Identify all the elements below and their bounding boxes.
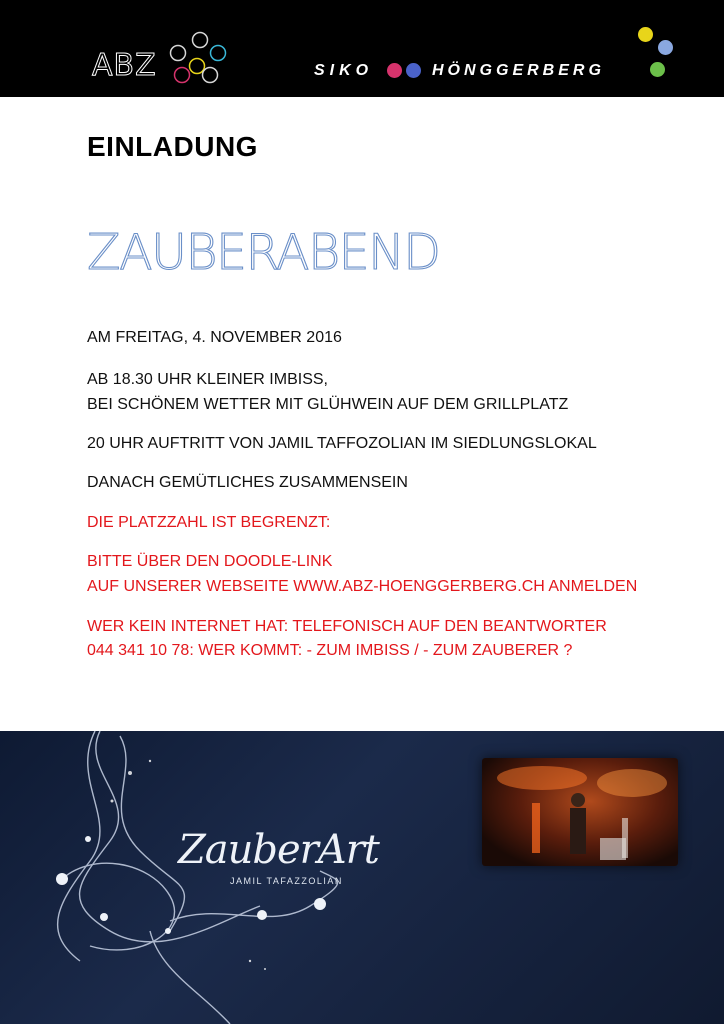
show-info: 20 UHR AUFTRITT VON JAMIL TAFFOZOLIAN IM SIEDLUNGSLOKAL xyxy=(87,435,597,452)
magician-photo xyxy=(482,758,678,866)
abz-logo-text: ABZ xyxy=(92,48,157,83)
blue-dot-icon xyxy=(406,63,421,78)
snack-line-1: AB 18.30 UHR KLEINER IMBISS, xyxy=(87,371,328,388)
pink-dot-icon xyxy=(387,63,402,78)
event-date: AM FREITAG, 4. NOVEMBER 2016 xyxy=(87,329,342,346)
zauberart-logo-text: ZauberArt xyxy=(178,827,379,873)
header-banner xyxy=(0,0,724,97)
siko-text: SIKO xyxy=(314,62,374,79)
snack-line-2: BEI SCHÖNEM WETTER MIT GLÜHWEIN AUF DEM GRILLPLATZ xyxy=(87,396,569,413)
signup-line-1: BITTE ÜBER DEN DOODLE-LINK xyxy=(87,553,333,570)
signup-line-2: AUF UNSERER WEBSEITE WWW.ABZ-HOENGGERBERG.CH ANMELDEN xyxy=(87,578,638,595)
lightblue-dot-icon xyxy=(658,40,673,55)
invitation-title: EINLADUNG xyxy=(87,131,258,162)
phone-line-1: WER KEIN INTERNET HAT: TELEFONISCH AUF DEN BEANTWORTER xyxy=(87,618,607,635)
limited-seats-notice: DIE PLATZZAHL IST BEGRENZT: xyxy=(87,514,331,531)
after-info: DANACH GEMÜTLICHES ZUSAMMENSEIN xyxy=(87,474,408,491)
magician-name: JAMIL TAFAZZOLIAN xyxy=(230,876,343,886)
phone-line-2: 044 341 10 78: WER KOMMT: - ZUM IMBISS / - ZUM ZAUBERER ? xyxy=(87,642,573,659)
footer-banner xyxy=(0,731,724,1024)
green-dot-icon xyxy=(650,62,665,77)
event-title: ZAUBERABEND xyxy=(87,224,440,281)
abz-circles-icon xyxy=(168,30,228,90)
yellow-dot-icon xyxy=(638,27,653,42)
hoenggerberg-text: HÖNGGERBERG xyxy=(432,62,605,79)
stage-photo-icon xyxy=(482,758,678,866)
